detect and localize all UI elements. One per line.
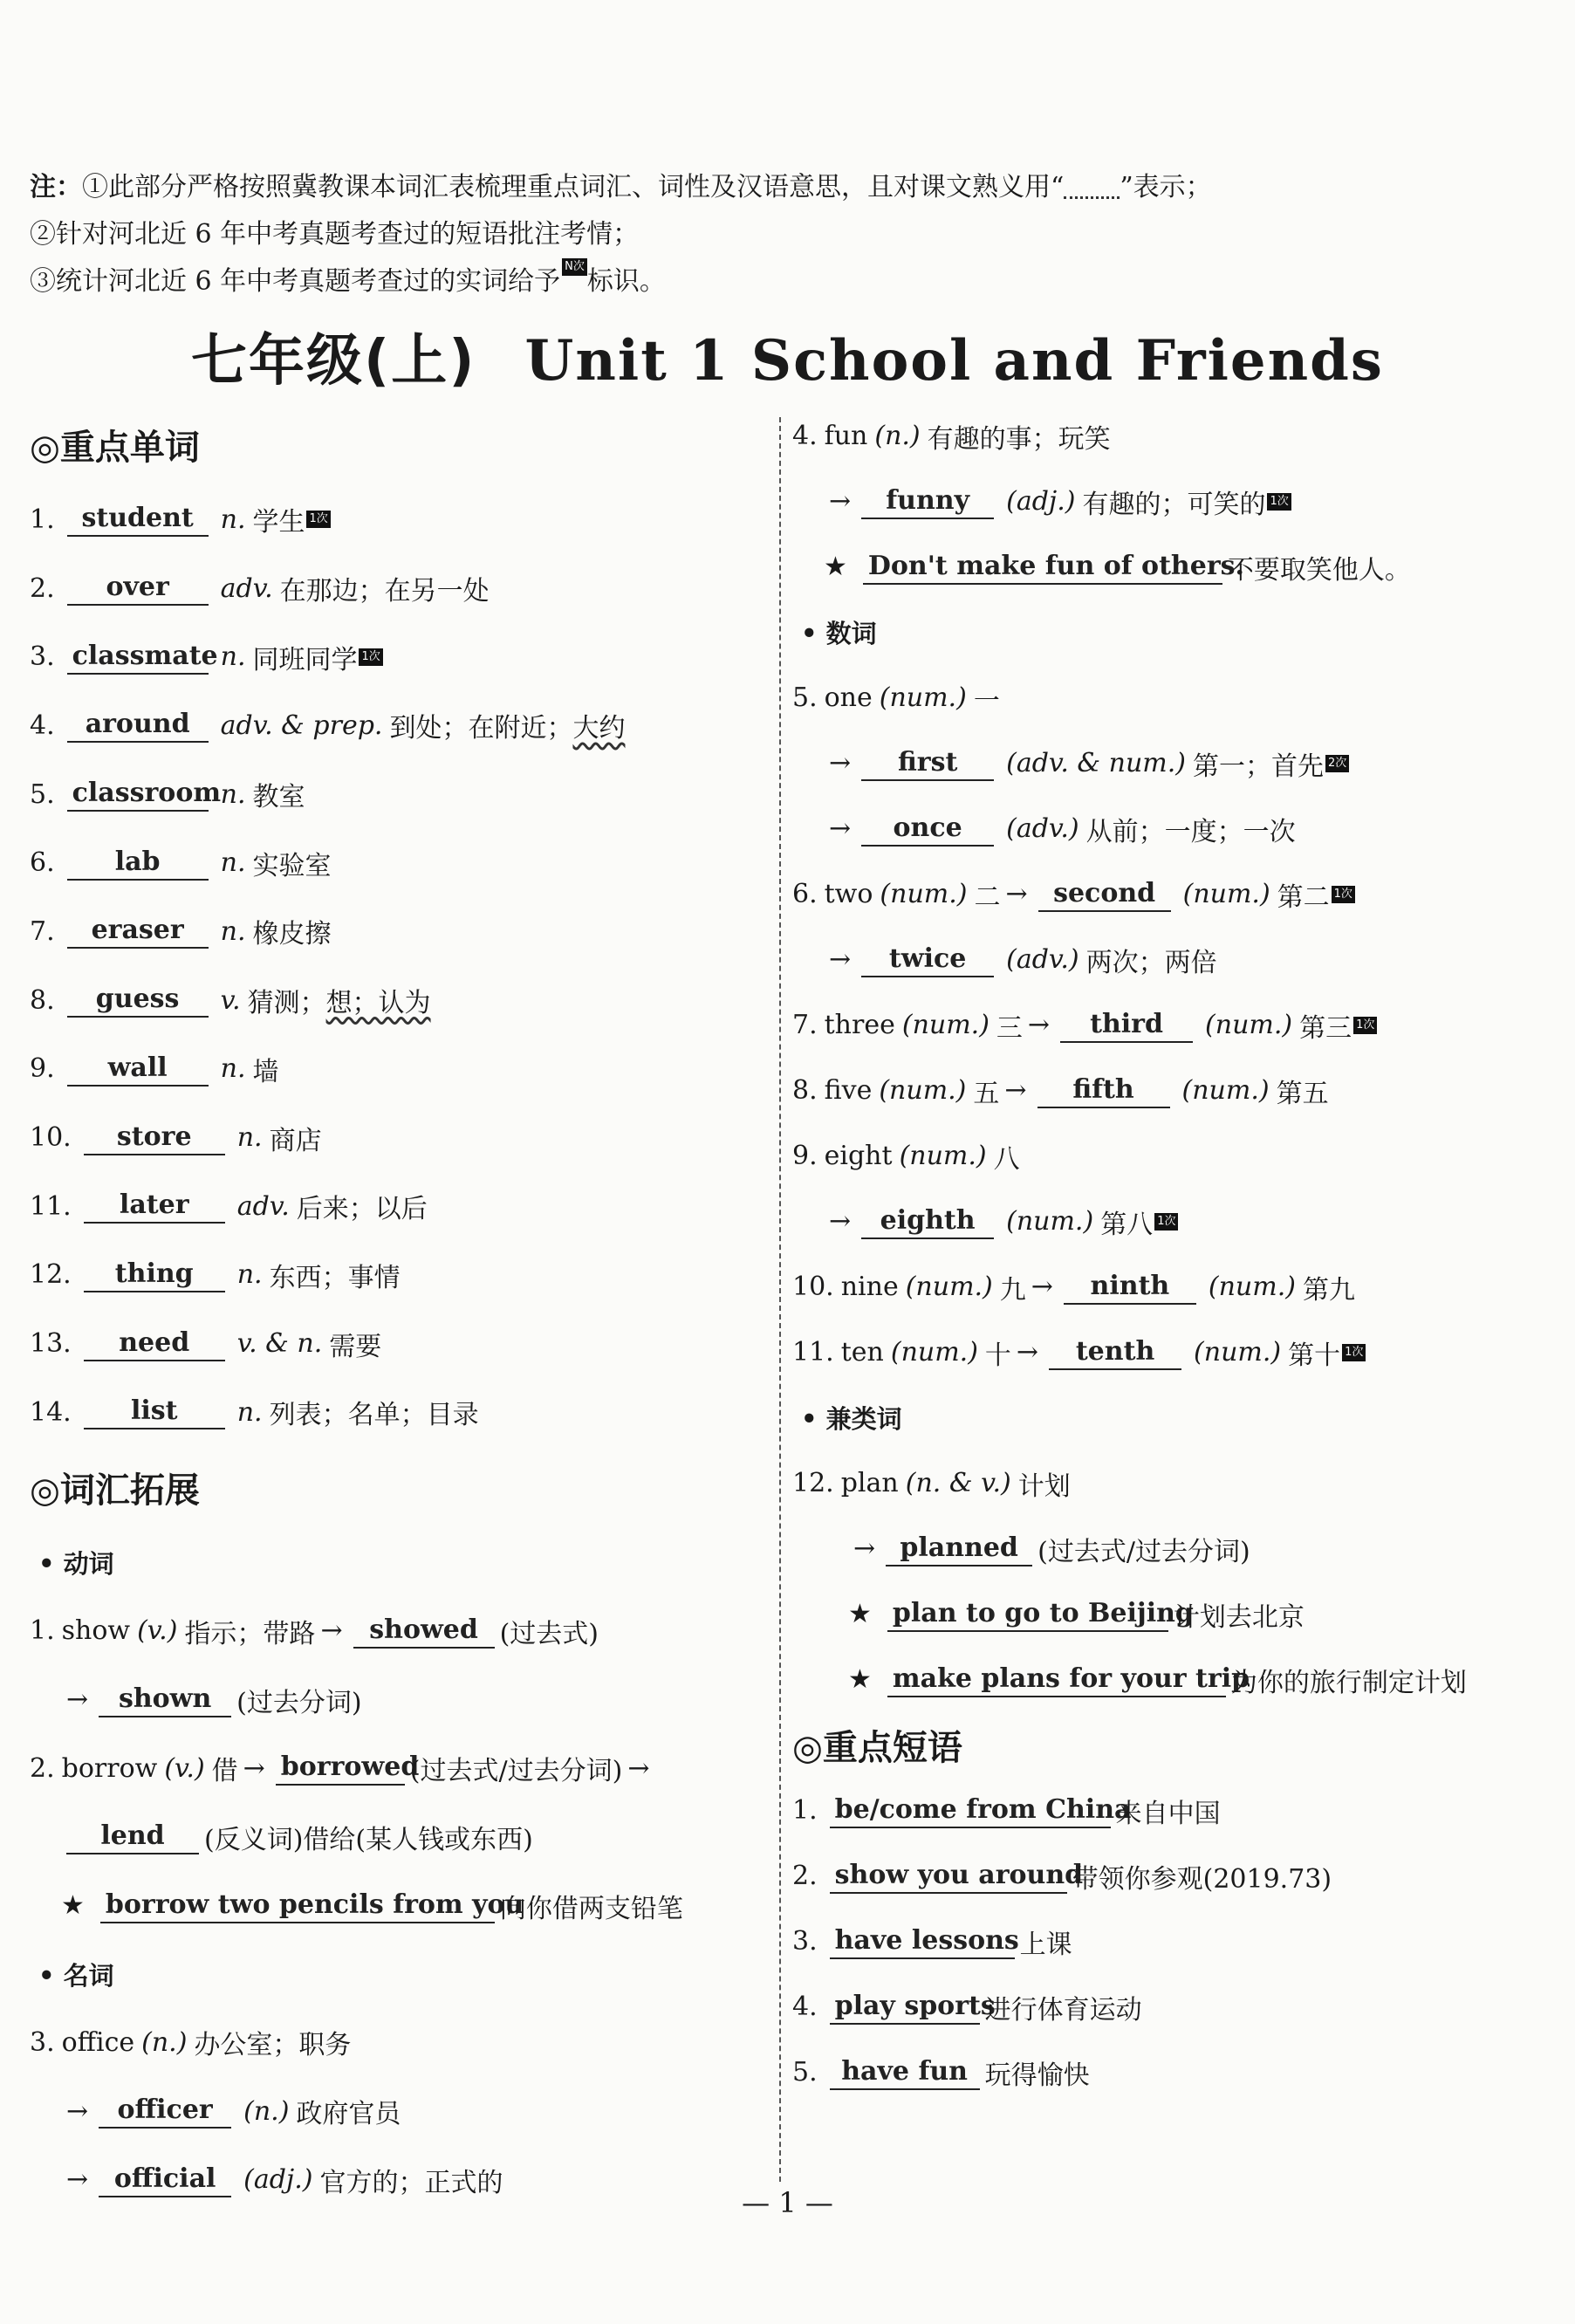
form-note: 第五: [1276, 1078, 1329, 1109]
answer-blank: lend: [66, 1820, 199, 1854]
expand-subitem: [792, 730, 1551, 796]
title-grade: 七年级(上): [191, 329, 476, 394]
answer-blank: second: [1038, 877, 1171, 912]
item-number: 2.: [30, 572, 55, 604]
example-phrase: [30, 1871, 763, 1940]
phrase-meaning: 带领你参观(2019.73): [1072, 1863, 1332, 1895]
meaning: 在那边；在另一处: [279, 576, 490, 607]
headword: eight: [824, 1141, 893, 1171]
word-item: [30, 966, 763, 1035]
note-line-3: [30, 258, 1548, 305]
answer-blank: eraser: [67, 914, 209, 949]
count-tag: 1次: [1342, 1344, 1366, 1361]
part-of-speech: n.: [220, 1053, 246, 1085]
expand-item: [792, 1123, 1551, 1189]
expand-subitem: [30, 1803, 763, 1872]
left-column: [30, 403, 763, 2214]
item-number: 6.: [792, 879, 818, 909]
meaning: 橡皮擦: [252, 919, 332, 950]
part-of-speech: n.: [236, 1259, 263, 1291]
expand-item: [792, 1320, 1551, 1385]
answer-blank: fifth: [1037, 1073, 1170, 1108]
word-item: [30, 622, 763, 691]
meaning-wavy: 想；认为: [325, 988, 431, 1019]
expand-item: [30, 1734, 763, 1803]
answer-blank: borrowed: [276, 1751, 405, 1786]
answer-blank: over: [67, 571, 209, 606]
arrow-icon: →: [66, 2164, 89, 2196]
answer-blank: first: [861, 746, 994, 781]
expand-item: [792, 861, 1551, 927]
part-of-speech: (num.): [1205, 1010, 1293, 1040]
phrase-meaning: 计划去北京: [1173, 1601, 1305, 1633]
form-note: 从前；一度；一次: [1085, 816, 1296, 847]
expand-item: [792, 1058, 1551, 1123]
answer-blank: third: [1060, 1008, 1193, 1043]
item-number: 4.: [792, 421, 818, 451]
expand-item: [30, 2008, 763, 2077]
item-number: 1.: [30, 504, 55, 535]
part-of-speech: n.: [220, 641, 246, 673]
answer-blank: eighth: [861, 1204, 994, 1239]
column-divider: [779, 417, 781, 2182]
answer-blank: shown: [99, 1683, 231, 1717]
answer-blank: show you around: [830, 1859, 1067, 1894]
meaning: 计划: [1017, 1470, 1071, 1502]
headword: borrow: [61, 1752, 158, 1784]
answer-blank: student: [67, 502, 209, 537]
item-number: 10.: [30, 1122, 72, 1154]
meaning: 列表；名单；目录: [269, 1400, 479, 1431]
part-of-speech: (num.): [890, 1337, 978, 1368]
section-heading-key-words: ◎重点单词: [30, 427, 200, 468]
section-heading-vocab-expansion: ◎词汇拓展: [30, 1470, 200, 1512]
headword: three: [824, 1010, 895, 1040]
count-tag: 1次: [306, 511, 330, 528]
item-number: 7.: [30, 915, 55, 947]
part-of-speech: (adj.): [1006, 486, 1076, 517]
part-of-speech: n.: [220, 915, 246, 947]
part-of-speech: adv.: [220, 572, 273, 604]
word-item: [30, 554, 763, 623]
meaning: 教室: [252, 782, 305, 813]
answer-blank: thing: [84, 1258, 225, 1292]
item-number: 3.: [792, 1926, 818, 1957]
meaning: 二: [974, 881, 1001, 913]
example-phrase: [792, 1581, 1551, 1647]
count-tag: N次: [562, 258, 587, 276]
form-note: 第八: [1100, 1209, 1154, 1240]
answer-blank: ninth: [1064, 1270, 1196, 1305]
headword: plan: [840, 1468, 899, 1498]
arrow-icon: →: [1004, 1075, 1027, 1106]
phrase-item: [792, 1974, 1551, 2039]
headword: nine: [840, 1272, 899, 1302]
count-tag: 1次: [1267, 493, 1291, 511]
answer-blank: officer: [99, 2094, 231, 2129]
item-number: 12.: [30, 1259, 72, 1291]
phrase-item: [792, 1843, 1551, 1909]
part-of-speech: v. & n.: [236, 1328, 323, 1360]
item-number: 13.: [30, 1328, 72, 1360]
expand-subitem: [792, 796, 1551, 861]
example-phrase: [792, 1647, 1551, 1712]
meaning: 有趣的事；玩笑: [927, 423, 1111, 455]
answer-blank: later: [84, 1189, 225, 1224]
part-of-speech: n.: [220, 778, 246, 810]
form-note: 两次；两倍: [1085, 947, 1217, 978]
expand-item: [792, 665, 1551, 730]
right-column: [792, 403, 1551, 2105]
item-number: 4.: [30, 710, 55, 741]
item-number: 12.: [792, 1468, 834, 1498]
arrow-icon: →: [829, 748, 852, 778]
meaning: 后来；以后: [296, 1194, 428, 1225]
category-heading-nouns: • 名词: [38, 1960, 114, 1991]
form-note: 第二: [1277, 881, 1330, 913]
answer-blank: borrow two pencils from you: [100, 1889, 495, 1923]
answer-blank: twice: [861, 943, 994, 977]
item-number: 1.: [30, 1615, 55, 1647]
meaning: 十: [984, 1340, 1011, 1371]
headword: ten: [840, 1337, 884, 1368]
meaning: 实验室: [252, 850, 332, 881]
expand-subitem: [30, 2077, 763, 2146]
expand-item: [792, 1254, 1551, 1320]
answer-blank: funny: [861, 484, 994, 519]
form-note: 第十: [1288, 1340, 1341, 1371]
expand-subitem: [792, 1189, 1551, 1254]
headword: five: [824, 1075, 873, 1106]
category-heading-multi-class: • 兼类词: [801, 1404, 902, 1434]
word-item: [30, 1172, 763, 1241]
answer-blank: be/come from China: [830, 1793, 1111, 1828]
note-text: ①此部分严格按照冀教课本词汇表梳理重点词汇、词性及汉语意思，且对课文熟义用“: [82, 172, 1065, 202]
part-of-speech: (num.): [1006, 1206, 1094, 1237]
answer-blank: list: [84, 1395, 225, 1429]
meaning: 五: [973, 1078, 1000, 1109]
notes-block: [30, 164, 1548, 305]
expand-item: [792, 403, 1551, 469]
part-of-speech: n.: [236, 1396, 263, 1428]
part-of-speech: (n. & v.): [905, 1468, 1011, 1498]
answer-blank: have fun: [830, 2055, 980, 2090]
answer-blank: need: [84, 1327, 225, 1361]
item-number: 5.: [792, 682, 818, 713]
arrow-icon: →: [853, 1533, 876, 1564]
star-icon: ★: [848, 1599, 872, 1629]
arrow-icon: →: [1016, 1337, 1039, 1368]
part-of-speech: (adv. & num.): [1006, 748, 1186, 778]
meaning: 墙: [252, 1056, 279, 1087]
part-of-speech: (num.): [880, 879, 968, 909]
count-tag: 1次: [359, 648, 382, 666]
answer-blank: make plans for your trip: [887, 1662, 1226, 1697]
part-of-speech: n.: [220, 504, 246, 535]
arrow-icon: →: [66, 1684, 89, 1716]
word-item: [30, 691, 763, 760]
phrase-meaning: 来自中国: [1115, 1798, 1221, 1829]
phrase-meaning: 进行体育运动: [984, 1994, 1142, 2026]
word-item: [30, 1378, 763, 1447]
section-heading-key-phrases: ◎重点短语: [792, 1728, 962, 1768]
note-text: 标识。: [586, 266, 666, 297]
expand-subitem: [792, 927, 1551, 992]
answer-blank: wall: [67, 1052, 209, 1087]
item-number: 3.: [30, 641, 55, 673]
item-number: 9.: [792, 1141, 818, 1171]
part-of-speech: v.: [220, 984, 241, 1016]
part-of-speech: (num.): [879, 682, 967, 713]
item-number: 7.: [792, 1010, 818, 1040]
expand-item: [792, 1450, 1551, 1516]
part-of-speech: (num.): [899, 1141, 987, 1171]
arrow-icon: →: [829, 944, 852, 975]
word-item: [30, 1309, 763, 1378]
item-number: 9.: [30, 1053, 55, 1085]
expand-subitem: [792, 469, 1551, 534]
meaning: 猜测；: [247, 988, 326, 1019]
arrow-icon: →: [1005, 879, 1028, 909]
arrow-icon: →: [829, 486, 852, 517]
expand-subitem: [792, 1516, 1551, 1581]
item-number: 2.: [792, 1861, 818, 1891]
form-note: (过去式/过去分词): [409, 1756, 623, 1787]
word-item: [30, 760, 763, 829]
item-number: 8.: [792, 1075, 818, 1106]
answer-blank: planned: [886, 1532, 1032, 1566]
answer-blank: store: [84, 1121, 225, 1155]
part-of-speech: (v.): [137, 1615, 178, 1647]
part-of-speech: (v.): [164, 1752, 205, 1784]
form-note: (过去分词): [236, 1687, 362, 1718]
word-item: [30, 828, 763, 897]
answer-blank: classmate: [67, 640, 209, 675]
phrase-meaning: 为你的旅行制定计划: [1230, 1667, 1467, 1698]
form-note: (反义词)借给(某人钱或东西): [204, 1825, 533, 1856]
word-item: [30, 1103, 763, 1172]
part-of-speech: (num.): [1194, 1337, 1282, 1368]
answer-blank: plan to go to Beijing: [887, 1597, 1168, 1632]
item-number: 11.: [30, 1190, 72, 1222]
wavy-line-sample: [1064, 179, 1120, 199]
answer-blank: Don't make fun of others.: [863, 550, 1222, 585]
item-number: 1.: [792, 1795, 818, 1826]
answer-blank: lab: [67, 846, 209, 881]
part-of-speech: (num.): [1208, 1272, 1296, 1302]
answer-blank: guess: [67, 983, 209, 1018]
part-of-speech: n.: [236, 1122, 263, 1154]
star-icon: ★: [824, 552, 847, 582]
item-number: 8.: [30, 984, 55, 1016]
item-number: 10.: [792, 1272, 834, 1302]
page-number: — 1 —: [742, 2186, 833, 2219]
count-tag: 1次: [1353, 1017, 1377, 1034]
item-number: 6.: [30, 847, 55, 879]
form-note: (过去式/过去分词): [1037, 1536, 1250, 1567]
item-number: 3.: [30, 2026, 55, 2058]
meaning: 借: [211, 1756, 238, 1787]
part-of-speech: (n.): [874, 421, 921, 451]
item-number: 14.: [30, 1396, 72, 1428]
category-heading-numerals: • 数词: [801, 619, 877, 648]
part-of-speech: adv.: [236, 1190, 290, 1222]
answer-blank: once: [861, 812, 994, 847]
phrase-item: [792, 1778, 1551, 1843]
phrase-meaning: 向你借两支铅笔: [499, 1893, 683, 1924]
count-tag: 2次: [1325, 755, 1349, 772]
phrase-meaning: 玩得愉快: [984, 2060, 1090, 2091]
form-note: 第九: [1302, 1274, 1355, 1306]
answer-blank: have lessons: [830, 1924, 1015, 1959]
note-line-1: [30, 164, 1548, 211]
word-item: [30, 485, 763, 554]
headword: one: [824, 682, 873, 713]
item-number: 2.: [30, 1752, 55, 1784]
meaning: 东西；事情: [269, 1262, 401, 1293]
answer-blank: official: [99, 2163, 231, 2197]
part-of-speech: (n.): [141, 2026, 188, 2058]
note-text: ”表示；: [1120, 172, 1212, 202]
part-of-speech: (num.): [1182, 879, 1270, 909]
star-icon: ★: [848, 1664, 872, 1695]
answer-blank: tenth: [1049, 1335, 1181, 1370]
answer-blank: showed: [353, 1614, 495, 1649]
part-of-speech: (num.): [901, 1010, 990, 1040]
part-of-speech: adv. & prep.: [220, 710, 383, 741]
meaning: 八: [993, 1143, 1020, 1175]
form-note: 第三: [1299, 1012, 1352, 1044]
meaning: 商店: [269, 1125, 322, 1156]
title-unit: Unit 1 School and Friends: [524, 328, 1384, 394]
meaning: 需要: [329, 1331, 382, 1362]
form-note: 有趣的；可笑的: [1082, 489, 1266, 520]
part-of-speech: (n.): [243, 2095, 290, 2127]
headword: two: [824, 879, 873, 909]
expand-item: [792, 992, 1551, 1058]
part-of-speech: (adv.): [1006, 944, 1079, 975]
note-text: ③统计河北近 6 年中考真题考查过的实词给予: [30, 266, 561, 297]
part-of-speech: (adj.): [243, 2164, 313, 2196]
part-of-speech: (num.): [879, 1075, 967, 1106]
item-number: 5.: [792, 2057, 818, 2087]
star-icon: ★: [61, 1890, 85, 1922]
word-item: [30, 1241, 763, 1310]
example-phrase: [792, 534, 1551, 600]
page-title: [0, 316, 1575, 396]
meaning: 指示；带路: [184, 1618, 316, 1649]
headword: fun: [824, 421, 868, 451]
meaning: 九: [999, 1274, 1026, 1306]
arrow-icon: →: [1027, 1010, 1051, 1040]
meaning: 学生: [252, 507, 305, 538]
meaning: 办公室；职务: [194, 2030, 352, 2061]
meaning-wavy: 大约: [572, 713, 626, 744]
word-item: [30, 1035, 763, 1104]
phrase-item: [792, 1909, 1551, 1974]
form-note: 政府官员: [296, 2099, 401, 2130]
arrow-icon: →: [243, 1752, 265, 1784]
part-of-speech: n.: [220, 847, 246, 879]
answer-blank: play sports: [830, 1990, 980, 2025]
count-tag: 1次: [1332, 886, 1355, 903]
phrase-meaning: 上课: [1019, 1929, 1072, 1960]
meaning: 同班同学: [252, 644, 358, 675]
item-number: 5.: [30, 778, 55, 810]
headword: show: [61, 1615, 131, 1647]
arrow-icon: →: [1031, 1272, 1053, 1302]
word-item: [30, 897, 763, 966]
arrow-icon: →: [320, 1615, 343, 1647]
form-note: (过去式): [499, 1618, 599, 1649]
part-of-speech: (num.): [1181, 1075, 1270, 1106]
arrow-icon: →: [829, 813, 852, 844]
note-label: 注：: [30, 172, 82, 202]
expand-item: [30, 1597, 763, 1666]
category-heading-verbs: • 动词: [38, 1549, 114, 1580]
phrase-item: [792, 2039, 1551, 2105]
answer-blank: around: [67, 708, 209, 743]
arrow-icon: →: [627, 1752, 650, 1784]
meaning: 到处；在附近；: [389, 713, 573, 744]
phrase-meaning: 不要取笑他人。: [1227, 554, 1411, 586]
meaning: 一: [973, 685, 1000, 716]
part-of-speech: (adv.): [1006, 813, 1079, 844]
item-number: 4.: [792, 1992, 818, 2022]
answer-blank: classroom: [67, 777, 209, 812]
count-tag: 1次: [1154, 1213, 1178, 1231]
arrow-icon: →: [66, 2095, 89, 2127]
arrow-icon: →: [829, 1206, 852, 1237]
form-note: 第一；首先: [1192, 751, 1324, 782]
part-of-speech: (num.): [905, 1272, 993, 1302]
item-number: 11.: [792, 1337, 834, 1368]
expand-subitem: [30, 1665, 763, 1734]
form-note: 官方的；正式的: [319, 2167, 503, 2198]
meaning: 三: [996, 1012, 1023, 1044]
note-line-2: ②针对河北近 6 年中考真题考查过的短语批注考情；: [30, 219, 640, 250]
headword: office: [61, 2026, 135, 2058]
